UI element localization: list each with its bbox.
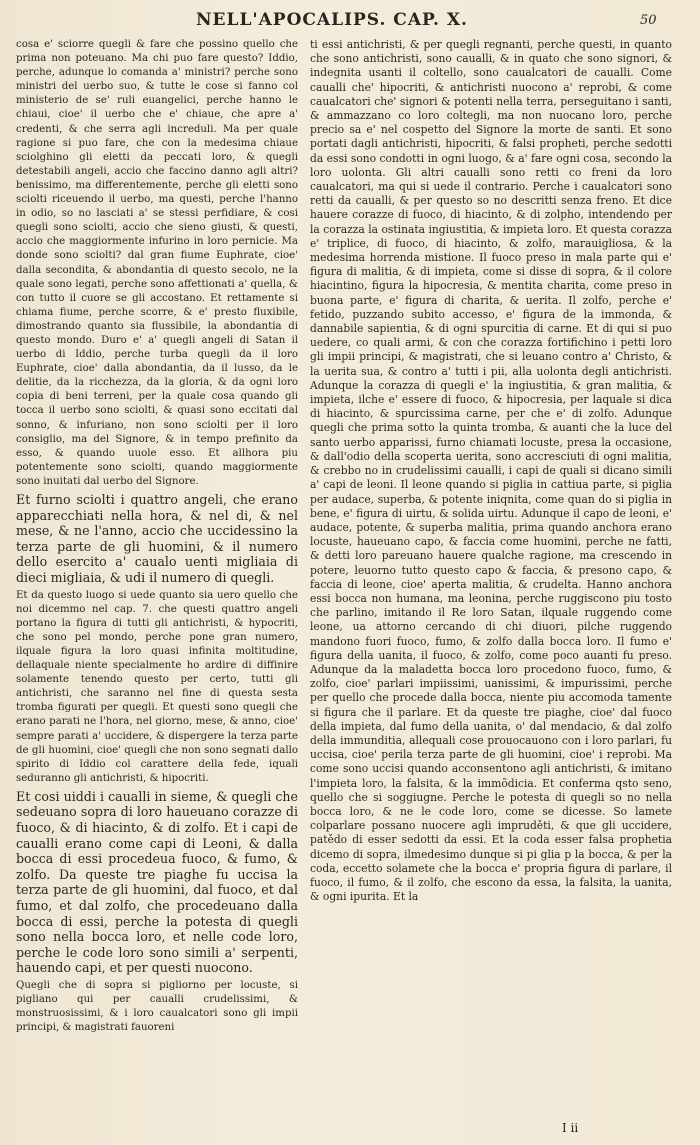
scripture-lemma: Et furno sciolti i quattro angeli, che erano apparecchiati nella hora, & nel di, & nel mese, & ne l'anno, accio che uccidessino la terza parte de gli huomini, & il numero dello esercito a' caualo uenti migliaia di dieci migliaia, & udi il numero di quegli. [16,492,298,585]
page-header [0,4,700,38]
commentary-paragraph: Et da questo luogo si uede quanto sia uero quello che noi dicemmo nel cap. 7. che questi quattro angeli portano la figura di tutti gli antichristi, & hypocriti, che sono pel mondo, perche pone gran numero, ilquale figura la loro quasi infinita moltitudine, dellaquale niente specialmente ho ardire di diffinire solamente tenendo questo per certo, tutti gli antichristi, che saranno nel fine di questa sesta tromba figurati per quegli. Et questi sono quegli che erano parati ne l'hora, nel giorno, mese, & anno, cioe' sempre parati a' uccidere, & dispergere la terza parte de gli huomini, cioe' quegli che non sono segnati dallo spirito di Iddio col carattere della fede, iquali seduranno gli antichristi, & hipocriti. [16,589,298,784]
left-text-column [16,38,298,1038]
right-text-column [310,38,672,906]
commentary-paragraph: Quegli che di sopra si pigliorno per locuste, si pigliano qui per caualli crudelissimi, & monstruosissimi, & i loro caualcatori sono gli impii principi, & magistrati fauoreni [16,980,298,1034]
commentary-paragraph: ti essi antichristi, & per quegli regnanti, perche questi, in quanto che sono antichristi, sono caualli, & in quato che sono signori, & indegnita usanti il coltello, sono caualcatori de caualli. Come caualli che' hipocriti, & antichristi nuocono a' reprobi, & come caualcatori che' signori & potenti nella terra, perseguitano i santi, & ammazzano co loro coltegli, ma non nuocano loro, perche precio sa e' nel cospetto del Signore la morte de santi. Et sono portati dagli antichristi, hipocriti, & falsi propheti, perche sedotti da essi sono condotti in ogni luogo, & a' fare ogni cosa, secondo la loro uolonta. Gli altri caualli sono retti co freni da loro caualcatori, ma qui si uede il contrario. Perche i caualcatori sono retti da caualli, & per questo so no descritti senza freno. Et dice hauere corazze di fuoco, di hiacinto, & di zolpho, intendendo per la corazza la ostinata ingiustitia, & impieta loro. Et questa corazza e' triplice, di fuoco, di hiacinto, & zolfo, marauigliosa, & la medesima horrenda mistione. Il fuoco preso in mala parte qui e' figura di malitia, & di impieta, come si disse di sopra, & il colore hiacintino, figura la hipocresia, & mentita charita, come preso in buona parte, e' figura di charita, & uerita. Il zolfo, perche e' fetido, puzzando subito accesso, e' figura de la immonda, & dannabile sapientia, & di ogni spurcitia di carne. Et di qui si puo uedere, co quali armi, & con che corazza fortifichino i petti loro gli impii principi, & magistrati, che si leuano contro a' Christo, & la uerita sua, & contro a' tutti i pii, alla uolonta degli antichristi. Adunque la corazza di quegli e' la ingiustitia, & gran malitia, & impieta, ilche e' essere di fuoco, & hipocresia, per laquale si dica di hiacinto, & spurcissima carne, per che e' di zolfo. Adunque quegli che prima sotto la quinta tromba, & auanti che la luce del santo uerbo apparissi, furno chiamati locuste, presa la occasione, & dall'odio della scoperta uerita, sono accresciuti di ogni malitia, & crebbo no in crudelissimi caualli, i capi de quali si dicano simili a' capi de leoni. Il leone quando si piglia in cattiua parte, si piglia per audace, superba, & potente iniqnita, come quan do si piglia in bene, e' figura di uirtu, & solida uirtu. Adunque il capo de leoni, e' audace, potente, & superba malitia, prima quando anchora erano locuste, haueuano capo, & faccia come huomini, perche ne fatti, & detti loro pareuano hauere qualche ragione, ma crescendo in potere, leuorno tutto questo capo & faccia, & presono capo, & faccia di leone, cioe' aperta malitia, & crudelta. Hanno anchora essi bocca non humana, ma leonina, perche ruggiscono piu tosto che parlino, imitando il Re loro Satan, ilquale ruggendo come leone, ua attorno cercando di chi diuori, pilche ruggendo mandono fuori fuoco, fumo, & zolfo dalla bocca loro. Il fumo e' figura della uanita, il fuoco, & zolfo, come poco auanti fu preso. Adunque da la maladetta bocca loro procedono fuoco, fumo, & zolfo, cioe' parlari impiissimi, uanissimi, & impurissimi, perche per quello che procede dalla bocca, niente piu accomoda tamente si figura che il parlare. Et da queste tre piaghe, cioe' dal fuoco della impieta, dal fumo della uanita, o' dal mendacio, & dal zolfo della immunditia, allequali cose prouocauono con i loro parlari, fu uccisa, cioe' perila terza parte de gli huomini, cioe' i reprobi. Ma come sono uccisi quando acconsentono agli antichristi, & imitano l'impieta loro, la falsita, & la immõdicia. Et conferma qsto seno, quello che si soggiugne. Perche le potesta di quegli so no nella bocca loro, & ne le code loro, come se dicesse. So lamete colparlare possano nuocere agli impruděti, & que gli uccidere, patědo di esser sedotti da essi. Et la coda esser falsa prophetia dicemo di sopra, ilmedesimo dunque si pi glia p la bocca, & per la coda, eccetto solamete che la bocca e' propria figura di parlare, il fuoco, il fumo, & il zolfo, che escono da essa, la falsita, la uanita, & ogni ipurita. Et la [310,38,672,904]
commentary-paragraph: cosa e' sciorre quegli & fare che possino quello che prima non poteuano. Ma chi puo fare questo? Iddio, perche, adunque lo comanda a' ministri? perche sono ministri del uerbo suo, & tutte le cose si fanno col ministerio de se' ruli euangelici, perche hanno le chiaui, cioe' il uerbo che e' chiaue, che apre a' credenti, & che serra agli increduli. Ma per quale ragione si puo fare, che con la medesima chiaue sciolghino gli eletti da peccati loro, & quegli detestabili angeli, accio che faccino danno agli altri? benissimo, ma differentemente, perche gli eletti sono sciolti riceuendo il uerbo, ma questi, perche l'hanno in odio, so no lasciati a' se stessi perfidiare, & cosi quegli sono sciolti, accio che sieno giusti, & questi, accio che maggiormente infurino in loro pernicie. Ma donde sono sciolti? dal gran fiume Euphrate, cioe' dalla secondita, & abondantia di questo secolo, ne la quale sono legati, perche sono affettionati a' quella, & con tutto il cuore se gli accostano. Et rettamente si chiama fiume, perche scorre, & e' presto fluxibile, dimostrando quanto sia flussibile, la abondantia di questo mondo. Duro e' a' quegli angeli di Satan il uerbo di Iddio, perche turba quegli da il loro Euphrate, cioe' dalla abondantia, da il lusso, da le delitie, da la ricchezza, da la gloria, & da ogni loro copia di beni terreni, per la quale cosa quando gli tocca il uerbo sono sciolti, & quasi sono eccitati dal sonno, & infuriano, non sono sciolti per il loro consiglio, ma del Signore, & in tempo prefinito da esso, & quando uuole esso. Et allhora piu potentemente sono sciolti, quando maggiormente sono inuitati dal uerbo del Signore. [16,39,298,487]
running-title: NELL'APOCALIPS. CAP. X. [196,10,468,30]
scripture-lemma: Et cosi uiddi i caualli in sieme, & quegli che sedeuano sopra di loro haueuano corazze di fuoco, & di hiacinto, & di zolfo. Et i capi de caualli erano come capi di Leoni, & dalla bocca di essi procedeua fuoco, & fumo, & zolfo. Da queste tre piaghe fu uccisa la terza parte de gli huomini, dal fuoco, et dal fumo, et dal zolfo, che procedeuano dalla bocca di essi, perche la potesta di quegli sono nella bocca loro, et nelle code loro, perche le code loro sono simili a' serpenti, hauendo capi, et per questi nuocono. [16,788,298,976]
folio-number: 50 [640,13,657,28]
signature-mark: I ii [562,1121,579,1135]
